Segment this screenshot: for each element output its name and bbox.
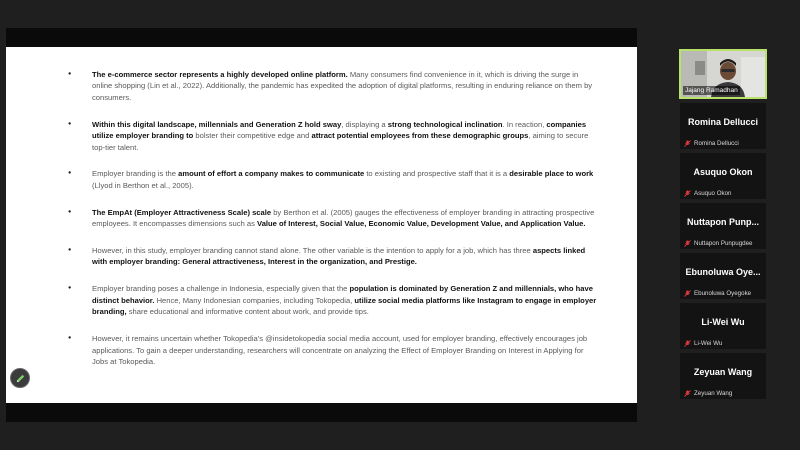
- bullet-text: (Llyod in Berthon et al., 2005).: [92, 180, 194, 190]
- bullet-text: Employer branding poses a challenge in Indonesia, especially given that the: [92, 284, 350, 294]
- bullet-text: , displaying a: [341, 119, 388, 129]
- bullet-bold-text: population is dominated by Generation Z and millennials, who have distinct behavior.: [92, 284, 593, 305]
- bullet-text: Employer branding is the: [92, 169, 179, 179]
- bullet-bold-text: utilize social media platforms like Instagram to engage in employer branding,: [92, 295, 597, 317]
- mic-muted-icon: [684, 340, 691, 347]
- bullet-text: However, in this study, employer branding cannot stand alone. The other variable is the intention to apply for a job, which has three: [92, 246, 533, 256]
- shared-slide: [6, 47, 637, 403]
- bullet-bold-text: Value of Interest, Social Value, Economic Value, Development Value, and Application Value.: [257, 219, 586, 229]
- participant-name-display: Romina Dellucci: [687, 117, 759, 127]
- participant-name-label: Li-Wei Wu: [694, 340, 723, 347]
- bullet-text: share educational and informative content about work, and provide tips.: [126, 307, 369, 317]
- bullet-bold-text: The e-commerce sector represents a highly developed online platform.: [92, 70, 348, 79]
- participant-name-display: Li-Wei Wu: [701, 317, 745, 327]
- mic-muted-icon: [684, 290, 691, 297]
- bullet-bold-text: attract potential employees from these demographic groups: [311, 131, 529, 141]
- mic-muted-icon: [684, 240, 691, 247]
- participant-tile[interactable]: [680, 153, 766, 199]
- participant-name-display: Zeyuan Wang: [693, 367, 753, 377]
- bullet-item: [68, 69, 598, 103]
- bullet-text: . In reaction,: [502, 119, 547, 129]
- participant-name-display: Nuttapon Punp...: [687, 217, 759, 227]
- participant-tile[interactable]: [680, 103, 766, 149]
- bullet-bold-text: amount of effort a company makes to communicate: [178, 169, 365, 179]
- bullet-text: However, it remains uncertain whether Tokopedia's @insidetokopedia social media account, used for employer branding, effectively encourages job applications. To gain a deeper understanding, researchers will concentrate on analyzing the Effect of Employer Branding on Interest in Applying for Jobs at Tokopedia.: [92, 334, 588, 366]
- mic-muted-icon: [684, 140, 691, 147]
- bullet-bold-text: strong technological inclination: [387, 119, 503, 129]
- participant-tile[interactable]: [680, 253, 766, 299]
- bullet-item: [68, 207, 598, 230]
- bullet-bold-text: The EmpAt (Employer Attractiveness Scale) scale: [92, 207, 272, 217]
- bullet-bold-text: Within this digital landscape, millennials and Generation Z hold sway: [92, 119, 342, 129]
- participant-name-label: Romina Dellucci: [694, 140, 739, 147]
- bullet-text: , aiming to secure top-tier talent.: [92, 131, 589, 152]
- participant-name-label: Ebunoluwa Oyegoke: [694, 290, 752, 297]
- active-speaker-video[interactable]: [679, 49, 767, 99]
- bullet-text: Many consumers find convenience in it, which is driving the surge in online shopping (Lin et al., 2022). Additionally, the pandemic has expedited the adoption of digital platforms, resulting in enduring reliance on them by consumers.: [92, 70, 593, 102]
- bullet-item: [68, 119, 598, 153]
- annotate-button[interactable]: [10, 368, 30, 388]
- bullet-text: by Berthon et al. (2005) gauges the effectiveness of employer branding in attracting prospective employees. It encompasses dimensions such as: [92, 207, 595, 229]
- participant-name-label: Nuttapon Punpugdee: [694, 240, 753, 247]
- bullet-bold-text: desirable place to work: [509, 169, 594, 179]
- participant-name-display: Ebunoluwa Oye...: [685, 267, 761, 277]
- bullet-text: to existing and prospective staff that it is a: [364, 169, 510, 179]
- participant-tile[interactable]: [680, 353, 766, 399]
- participant-name-label: Zeyuan Wang: [694, 390, 733, 397]
- participant-tile[interactable]: [680, 303, 766, 349]
- participant-sidebar: [679, 49, 767, 399]
- slide-bullet-list: [68, 69, 598, 383]
- bullet-item: [68, 333, 598, 367]
- bullet-item: [68, 168, 598, 191]
- mic-muted-icon: [684, 190, 691, 197]
- self-name-tag: Jajang Ramadhan: [685, 87, 738, 94]
- participant-name-display: Asuquo Okon: [693, 167, 753, 177]
- participant-name-label: Asuquo Okon: [694, 190, 732, 197]
- bullet-text: Hence, Many Indonesian companies, including Tokopedia,: [154, 295, 355, 305]
- participant-tile[interactable]: [680, 203, 766, 249]
- mic-muted-icon: [684, 390, 691, 397]
- bullet-bold-text: companies utilize employer branding to: [92, 119, 587, 141]
- pencil-icon: [15, 373, 26, 384]
- bullet-bold-text: aspects linked with employer branding: General attractiveness, Interest in the organization, and Prestige.: [92, 246, 586, 267]
- bullet-item: [68, 283, 598, 317]
- bullet-text: bolster their competitive edge and: [193, 131, 312, 141]
- bullet-item: [68, 245, 598, 268]
